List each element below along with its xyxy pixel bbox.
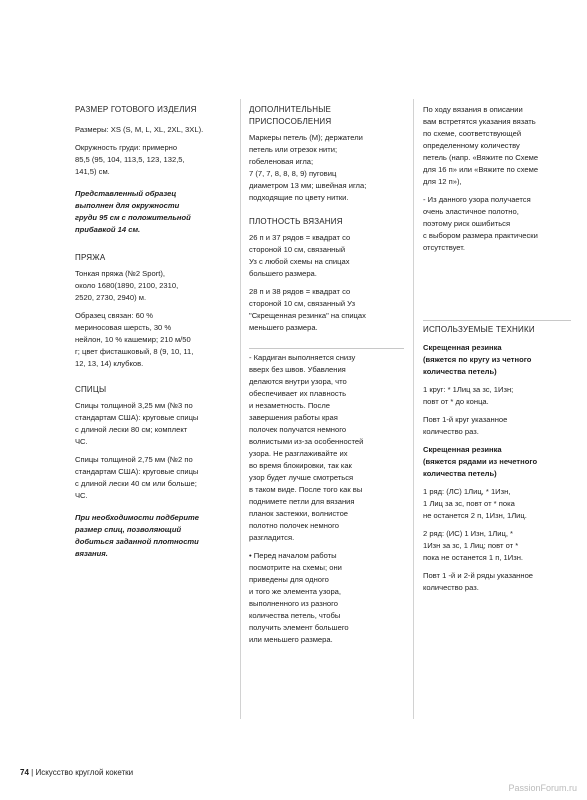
column-divider-2 (413, 99, 414, 719)
technique-1-title: Скрещенная резинка (вяжется по кругу из четного количества петель) (423, 343, 532, 376)
gauge-text-1: 26 п и 37 рядов = квадрат со стороной 10 см, связанный Уз с любой схемы на спицах большего размера. (249, 233, 351, 278)
page-footer (20, 767, 133, 779)
sizes-text: Размеры: XS (S, M, L, XL, 2XL, 3XL). (75, 125, 204, 134)
column-divider-1 (240, 99, 241, 719)
gauge-text-2: 28 п и 38 рядов = квадрат со стороной 10 см, связанный Уз "Скрещенная резинка" на спицах меньшего размера. (249, 287, 366, 332)
technique-1-repeat: Повт 1-й круг указанное количество раз. (423, 415, 508, 436)
yarn-heading: ПРЯЖА (75, 253, 106, 262)
gauge-heading: ПЛОТНОСТЬ ВЯЗАНИЯ (249, 217, 343, 226)
size-heading: РАЗМЕР ГОТОВОГО ИЗДЕЛИЯ (75, 105, 197, 114)
extras-heading: ДОПОЛНИТЕЛЬНЫЕ ПРИСПОСОБЛЕНИЯ (249, 105, 332, 126)
technique-2-repeat: Повт 1 -й и 2-й ряды указанное количество раз. (423, 571, 534, 592)
technique-1-round-1: 1 круг: * 1Лиц за зс, 1Изн; повт от * до конца. (423, 385, 514, 406)
column-left (75, 104, 235, 566)
yarn-text: Тонкая пряжа (№2 Sport), около 1680(1890, 2100, 2310, 2520, 2730, 2940) м. (75, 269, 179, 302)
needles-heading: СПИЦЫ (75, 385, 107, 394)
note-4: - Из данного узора получается очень эластичное полотно, поэтому риск ошибиться с выбором размера практически отсутствует. (423, 195, 538, 252)
note-2: • Перед началом работы посмотрите на схемы; они приведены для одного и того же элемента узора, выполненного из разного количества петель, чтобы получить элемент большего или меньшего размера. (249, 551, 349, 644)
page-number: 74 (20, 768, 29, 777)
technique-2-row-1: 1 ряд: (ЛС) 1Лиц, * 1Изн, 1 Лиц за зс, повт от * пока не останется 2 п, 1Изн, 1Лиц. (423, 487, 527, 520)
chest-text: Окружность груди: примерно 85,5 (95, 104, 113,5, 123, 132,5, 141,5) см. (75, 143, 185, 176)
yarn-sample-text: Образец связан: 60 % мериносовая шерсть, 30 % нейлон, 10 % кашемир; 210 м/50 г; цвет фисташковый, 8 (9, 10, 11, 12, 13, 14) клубков. (75, 311, 194, 368)
book-title: Искусство круглой кокетки (35, 768, 134, 777)
note-1: - Кардиган выполняется снизу вверх без швов. Убавления делаются внутри узора, что обеспечивает их плавность и незаметность. После завершения работы края полочек получатся немного волнистыми из-за особенностей узора. Не разглаживайте их во время блокировки, так как узор будет лучше смотреться в таком виде. После того как вы поднимете петли для вязания планок застежки, волнистое полотно полочек немного разгладится. (249, 348, 404, 544)
needles-text-1: Спицы толщиной 3,25 мм (№3 по стандартам США): круговые спицы с длиной лески 80 см; комплект ЧС. (75, 401, 199, 446)
footer-separator: | (31, 768, 34, 777)
techniques-heading: ИСПОЛЬЗУЕМЫЕ ТЕХНИКИ (423, 320, 571, 336)
sample-note: Представленный образец выполнен для окружности груди 95 см с положительной прибавкой 14 см. (75, 189, 191, 234)
column-middle (249, 104, 404, 652)
column-right (423, 104, 571, 600)
needles-note: При необходимости подберите размер спиц, позволяющий добиться заданной плотности вязания. (75, 513, 199, 558)
extras-text: Маркеры петель (М); держатели петель или отрезок нити; гобеленовая игла; 7 (7, 7, 8, 8, 8, 9) пуговиц диаметром 13 мм; швейная игла; подходящие по цвету нитки. (249, 133, 367, 202)
watermark: PassionForum.ru (508, 783, 577, 793)
technique-2-row-2: 2 ряд: (ИС) 1 Изн, 1Лиц, * 1Изн за зс, 1 Лиц; повт от * пока не останется 1 п, 1Изн. (423, 529, 524, 562)
technique-2-title: Скрещенная резинка (вяжется рядами из нечетного количества петель) (423, 445, 538, 478)
note-3: По ходу вязания в описании вам встретятся указания вязать по схеме, соответствующей определенному количеству петель (напр. «Вяжите по Схеме для 16 п» или «Вяжите по схеме для 12 п»), (423, 105, 539, 186)
needles-text-2: Спицы толщиной 2,75 мм (№2 по стандартам США): круговые спицы с длиной лески 40 см или больше; ЧС. (75, 455, 199, 500)
